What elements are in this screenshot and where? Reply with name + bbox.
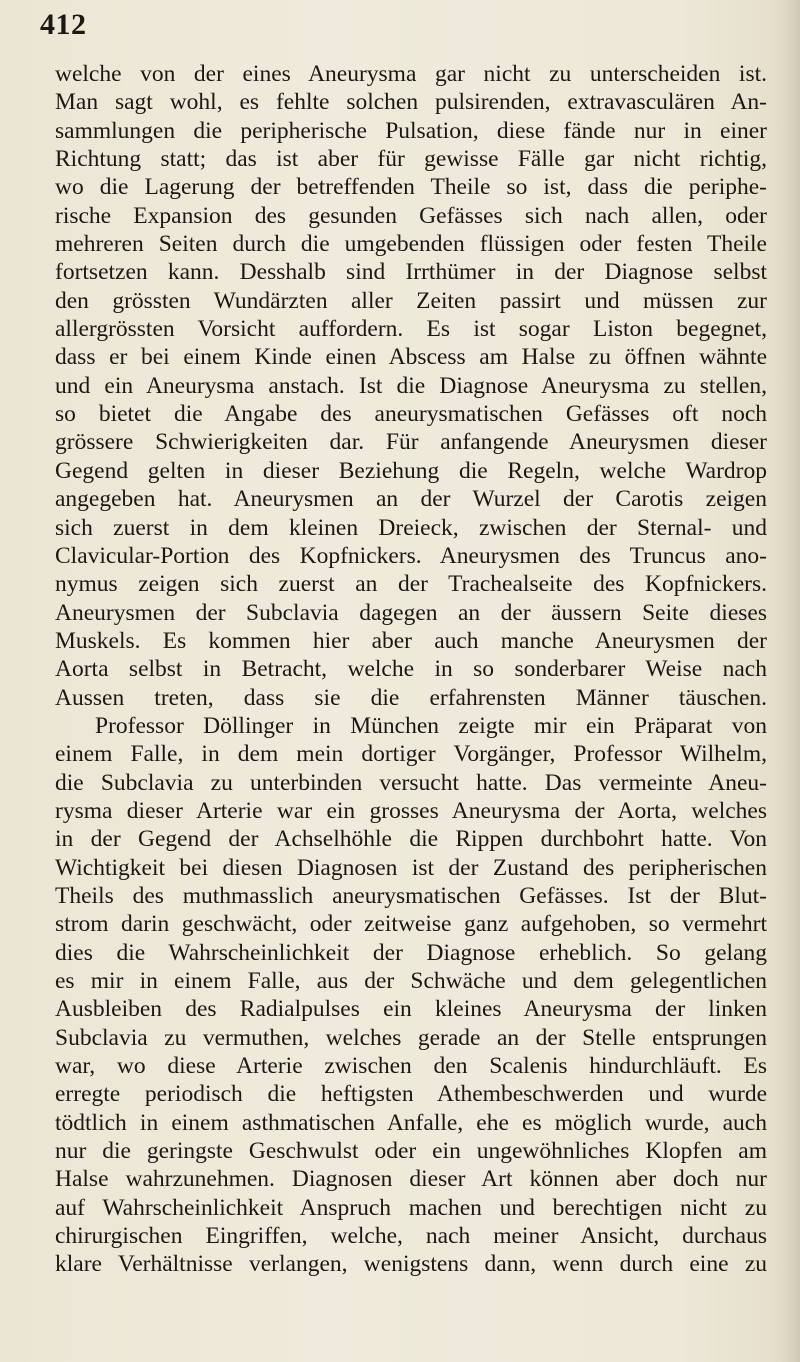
- text-line: nymus zeigen sich zuerst an der Trachealseite des Kopfnickers.: [55, 571, 767, 598]
- text-line: einem Falle, in dem mein dortiger Vorgänger, Professor Wilhelm,: [55, 741, 767, 768]
- text-line: Man sagt wohl, es fehlte solchen pulsirenden, extravasculären An-: [55, 89, 767, 116]
- text-line: rysma dieser Arterie war ein grosses Aneurysma der Aorta, welches: [55, 797, 767, 824]
- text-line: Theils des muthmasslich aneurysmatischen Gefässes. Ist der Blut-: [55, 882, 767, 909]
- text-line: und ein Aneurysma anstach. Ist die Diagnose Aneurysma zu stellen,: [55, 372, 767, 399]
- text-line: Halse wahrzunehmen. Diagnosen dieser Art können aber doch nur: [55, 1166, 767, 1193]
- text-line: chirurgischen Eingriffen, welche, nach meiner Ansicht, durchaus: [55, 1223, 767, 1250]
- text-line: Clavicular-Portion des Kopfnickers. Aneurysmen des Truncus ano-: [55, 542, 767, 569]
- page-edge-shadow: [782, 0, 800, 1362]
- text-line: erregte periodisch die heftigsten Athembeschwerden und wurde: [55, 1081, 767, 1108]
- text-line: rische Expansion des gesunden Gefässes sich nach allen, oder: [55, 202, 767, 229]
- text-line: fortsetzen kann. Desshalb sind Irrthümer in der Diagnose selbst: [55, 259, 767, 286]
- text-line: mehreren Seiten durch die umgebenden flüssigen oder festen Theile: [55, 231, 767, 258]
- text-line: tödtlich in einem asthmatischen Anfalle, ehe es möglich wurde, auch: [55, 1109, 767, 1136]
- text-line: allergrössten Vorsicht auffordern. Es ist sogar Liston begegnet,: [55, 316, 767, 343]
- text-line: Ausbleiben des Radialpulses ein kleines Aneurysma der linken: [55, 996, 767, 1023]
- body-text: [55, 60, 767, 1279]
- text-line: in der Gegend der Achselhöhle die Rippen durchbohrt hatte. Von: [55, 826, 767, 853]
- text-line: sich zuerst in dem kleinen Dreieck, zwischen der Sternal- und: [55, 514, 767, 541]
- text-line: nur die geringste Geschwulst oder ein ungewöhnliches Klopfen am: [55, 1138, 767, 1165]
- text-line: so bietet die Angabe des aneurysmatischen Gefässes oft noch: [55, 401, 767, 428]
- text-line: klare Verhältnisse verlangen, wenigstens dann, wenn durch eine zu: [55, 1251, 767, 1278]
- text-line: Richtung statt; das ist aber für gewisse Fälle gar nicht richtig,: [55, 146, 767, 173]
- text-line: Muskels. Es kommen hier aber auch manche Aneurysmen der: [55, 627, 767, 654]
- text-line: Aussen treten, dass sie die erfahrensten Männer täuschen.: [55, 684, 767, 711]
- text-line: Subclavia zu vermuthen, welches gerade an der Stelle entsprungen: [55, 1024, 767, 1051]
- text-line: Aorta selbst in Betracht, welche in so sonderbarer Weise nach: [55, 656, 767, 683]
- text-line: wo die Lagerung der betreffenden Theile so ist, dass die periphe-: [55, 174, 767, 201]
- text-line: Professor Döllinger in München zeigte mir ein Präparat von: [95, 712, 767, 739]
- text-line: grössere Schwierigkeiten dar. Für anfangende Aneurysmen dieser: [55, 429, 767, 456]
- text-line: sammlungen die peripherische Pulsation, diese fände nur in einer: [55, 117, 767, 144]
- page-number: 412: [40, 8, 87, 41]
- text-line: auf Wahrscheinlichkeit Anspruch machen und berechtigen nicht zu: [55, 1194, 767, 1221]
- text-line: welche von der eines Aneurysma gar nicht zu unterscheiden ist.: [55, 61, 767, 87]
- text-line: strom darin geschwächt, oder zeitweise ganz aufgehoben, so vermehrt: [55, 911, 767, 938]
- text-line: Gegend gelten in dieser Beziehung die Regeln, welche Wardrop: [55, 457, 767, 484]
- text-line: es mir in einem Falle, aus der Schwäche und dem gelegentlichen: [55, 968, 767, 994]
- text-line: angegeben hat. Aneurysmen an der Wurzel der Carotis zeigen: [55, 486, 767, 513]
- text-line: war, wo diese Arterie zwischen den Scalenis hindurchläuft. Es: [55, 1053, 767, 1080]
- text-line: dass er bei einem Kinde einen Abscess am Halse zu öffnen wähnte: [55, 344, 767, 371]
- text-line: Aneurysmen der Subclavia dagegen an der äussern Seite dieses: [55, 599, 767, 626]
- text-line: den grössten Wundärzten aller Zeiten passirt und müssen zur: [55, 287, 767, 314]
- text-line: Wichtigkeit bei diesen Diagnosen ist der Zustand des peripherischen: [55, 854, 767, 881]
- text-line: die Subclavia zu unterbinden versucht hatte. Das vermeinte Aneu-: [55, 769, 767, 796]
- text-line: dies die Wahrscheinlichkeit der Diagnose erheblich. So gelang: [55, 939, 767, 966]
